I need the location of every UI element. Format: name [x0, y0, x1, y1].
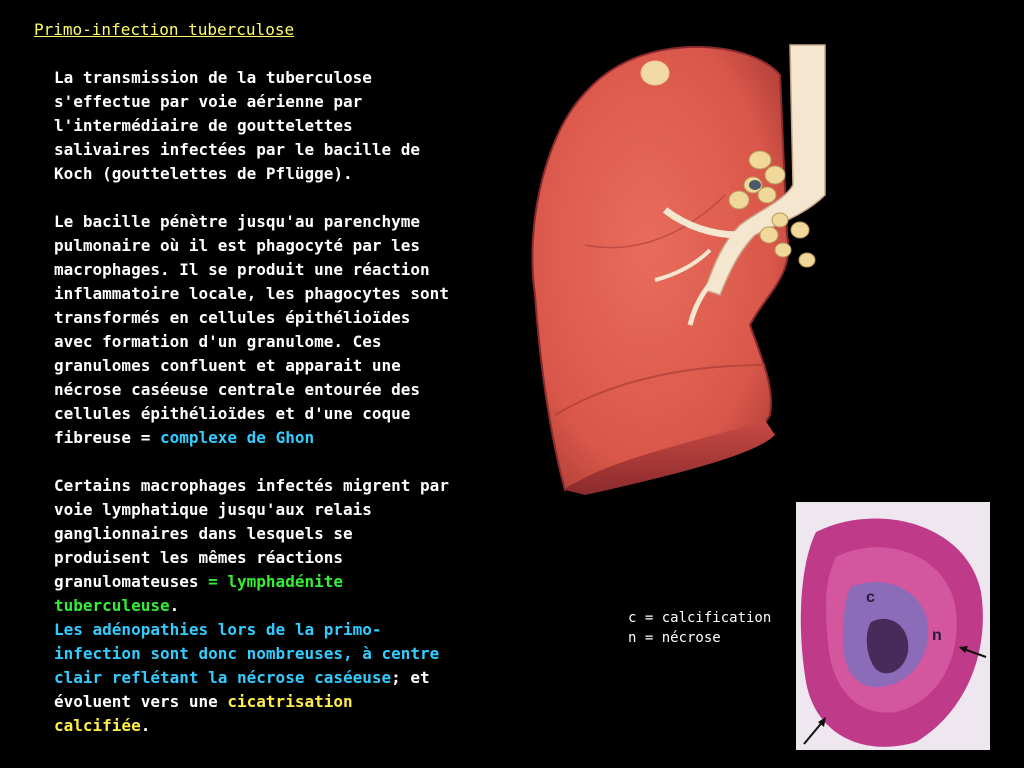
adenopathy-end: . [140, 716, 151, 735]
lymph-text: Certains macrophages infectés migrent par voie lymphatique jusqu'aux relais ganglionnaires dans lesquels se produisent les mêmes réactions granulomateuses [54, 476, 449, 591]
slide-body [54, 66, 449, 738]
ghon-focus [641, 61, 669, 85]
histology-label-c: c [866, 589, 875, 606]
paragraph-lymph [54, 474, 449, 618]
paragraph-granuloma [54, 210, 449, 450]
slide-title: Primo-infection tuberculose [34, 20, 295, 39]
calcification-highlight: cicatrisation calcifiée [54, 692, 353, 735]
adenopathy-highlight: Les adénopathies lors de la primo-infection sont donc nombreuses, à centre clair reflétant la nécrose caséeuse [54, 620, 440, 687]
paragraph-transmission: La transmission de la tuberculose s'effectue par voie aérienne par l'intermédiaire de gouttelettes salivaires infectées par le bacille de Koch (gouttelettes de Pflügge). [54, 68, 421, 183]
figure-legend [628, 608, 771, 648]
paragraph-adenopathy [54, 618, 449, 738]
calcified-node [749, 180, 761, 190]
legend-calcification: c = calcification [628, 610, 772, 626]
legend-necrosis: n = nécrose [628, 630, 721, 646]
adenopathy-text: ; et évoluent vers une [54, 668, 430, 711]
lymphadenitis-highlight: = lymphadénite tuberculeuse [54, 572, 343, 615]
granuloma-text: Le bacille pénètre jusqu'au parenchyme pulmonaire où il est phagocyté par les macrophages. Il se produit une réaction inflammatoire locale, les phagocytes sont transformés en cellules épithélioïdes avec formation d'un granulome. Ces granulomes confluent et apparait une nécrose caséeuse centrale entourée des cellules épithélioïdes et d'une coque fibreuse = [54, 212, 449, 447]
lung-illustration [525, 35, 835, 495]
ghon-complex-highlight: complexe de Ghon [159, 428, 315, 447]
histology-label-n: n [932, 627, 942, 644]
histology-micrograph [796, 502, 990, 750]
lymph-end: . [169, 596, 180, 615]
lung-lobe [532, 47, 788, 490]
